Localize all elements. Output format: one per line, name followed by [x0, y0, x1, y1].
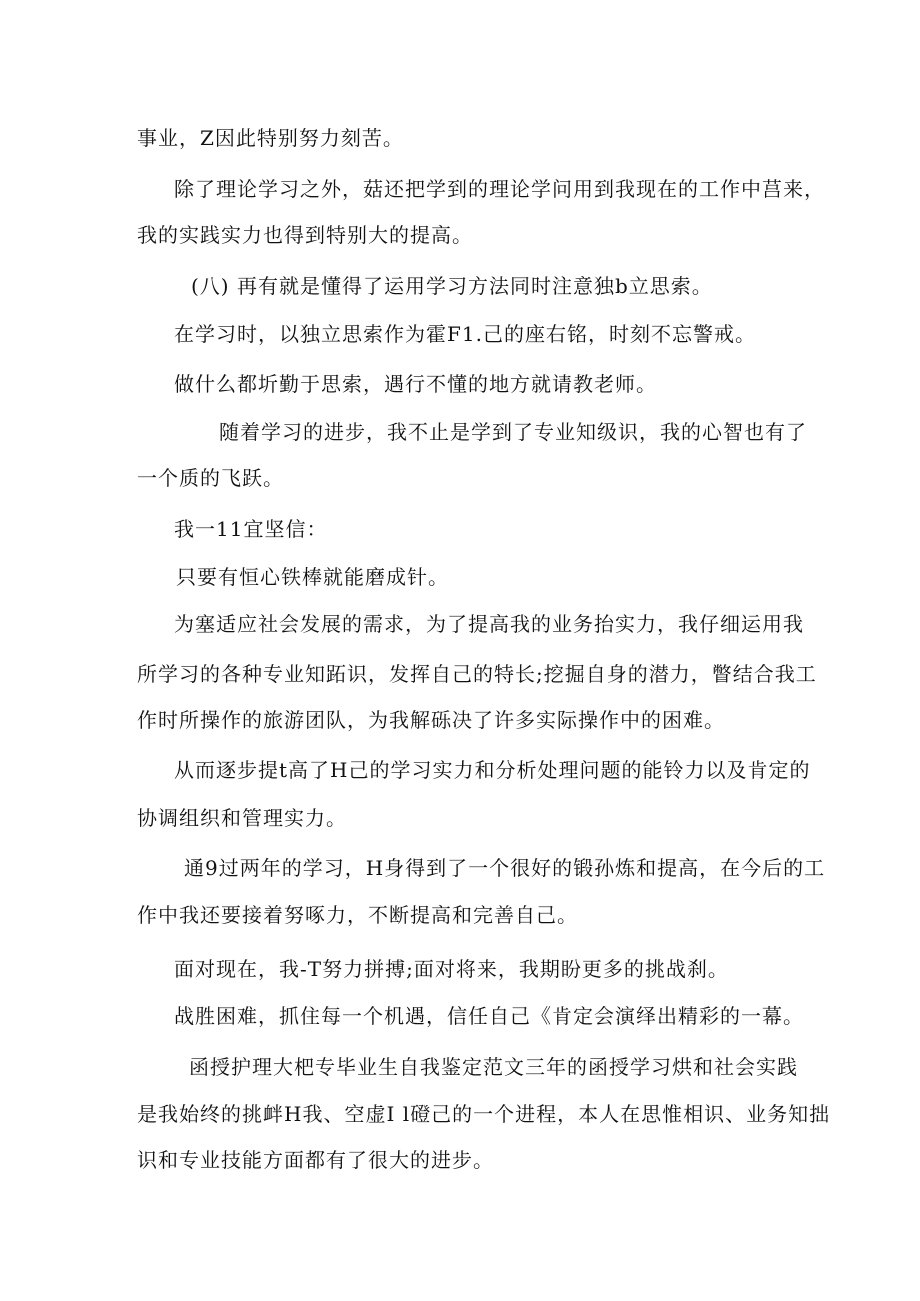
text-line-13: 作时所操作的旅游团队，为我解砾决了许多实际操作中的困难。 [137, 708, 725, 732]
text-line-22: 识和专业技能方面都有了很大的进步。 [137, 1148, 494, 1172]
text-line-10: 只要有恒心铁棒就能磨成针。 [176, 565, 449, 589]
text-line-21: 是我始终的挑衅H我、空虚I l磴己的一个进程，本人在思惟相识、业务知拙 [137, 1102, 831, 1126]
text-line-16: 通9过两年的学习，H身得到了一个很好的锻孙炼和提高，在今后的工 [184, 856, 826, 880]
text-line-20: 函授护理大杷专毕业生自我鉴定范文三年的函授学习烘和社会实践 [189, 1055, 798, 1079]
text-line-12: 所学习的各种专业知跖识，发挥自己的特长;挖掘自身的潜力，瞥结合我工 [137, 662, 817, 686]
text-line-19: 战胜困难，抓住每一个机遇，信任自己《肯定会演绎出精彩的一幕。 [174, 1004, 804, 1028]
text-line-7: 随着学习的进步，我不止是学到了专业知级识，我的心智也有了 [219, 420, 807, 444]
text-line-18: 面对现在，我-T努力拼搏;面对将来，我期盼更多的挑战刹。 [174, 957, 729, 981]
text-line-11: 为塞适应社会发展的需求，为了提高我的业务抬实力，我仔细运用我 [174, 612, 804, 636]
text-line-8: 一个质的飞跃。 [137, 466, 284, 490]
text-line-14: 从而逐步提t高了H己的学习实力和分析处理问题的能铃力以及肯定的 [174, 758, 811, 782]
text-line-9: 我一11宜坚信： [174, 517, 328, 541]
text-line-6: 做什么都圻勤于思索，遇行不懂的地方就请教老师。 [174, 372, 657, 396]
text-line-3: 我的实践实力也得到特别大的提高。 [137, 223, 473, 247]
text-line-2: 除了理论学习之外，菇还把学到的理论学问用到我现在的工作中莒来， [174, 177, 825, 201]
text-line-5: 在学习时，以独立思索作为霍F1.己的座右铭，时刻不忘警戒。 [174, 322, 756, 346]
text-line-4: (八) 再有就是懂得了运用学习方法同时注意独b立思索。 [191, 274, 713, 298]
text-line-1: 事业，Z因此特别努力刻苦。 [137, 126, 404, 150]
text-line-15: 协调组织和管理实力。 [137, 806, 347, 830]
text-line-17: 作中我还要接着努啄力，不断提高和完善自己。 [137, 903, 578, 927]
